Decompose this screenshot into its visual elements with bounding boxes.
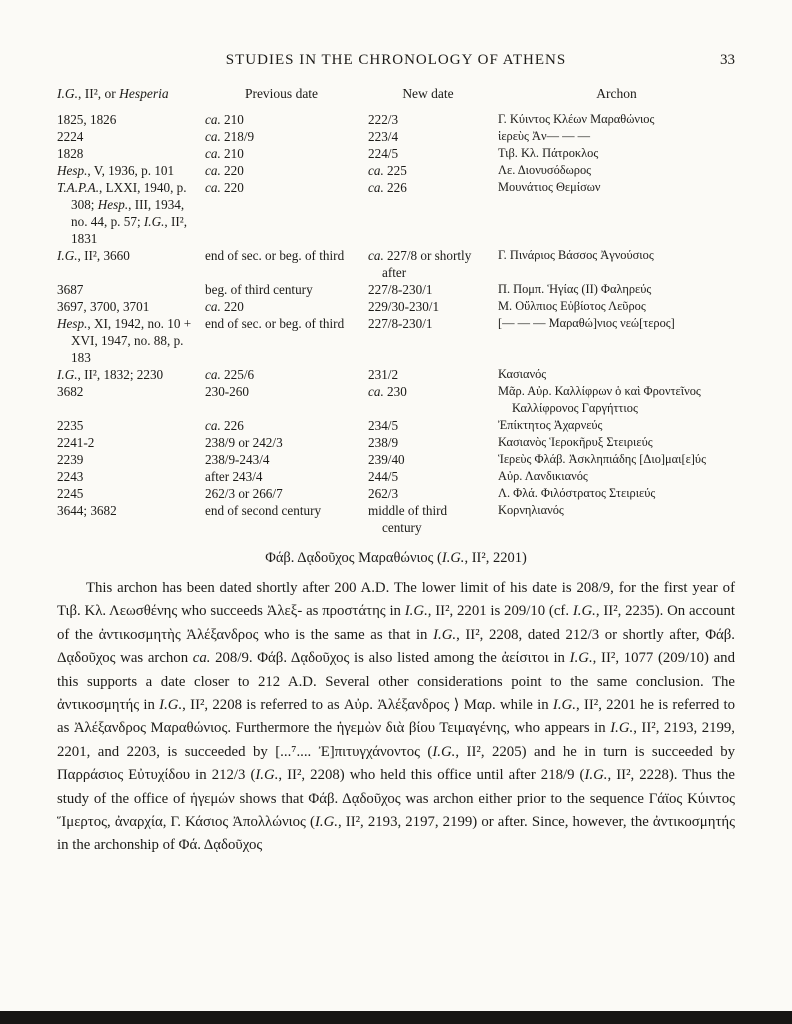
cell-archon: [— — — Μαραθώ]νιος νεώ[τερος]: [498, 316, 675, 330]
cell-archon: Μ. Οὔλπιος Εὐβίοτος Λεῦρος: [498, 299, 646, 313]
cell-archon: Κορνηλιανός: [498, 503, 564, 517]
cell-archon: Γ. Κύιντος Κλέων Μαραθώνιος: [498, 112, 655, 126]
cell-new-date: ca. 226: [368, 180, 407, 195]
table-row: [57, 417, 735, 434]
column-header-new-date: New date: [402, 86, 454, 101]
cell-previous-date: 262/3 or 266/7: [205, 486, 283, 501]
table-row: [57, 247, 735, 281]
cell-new-date: 227/8-230/1: [368, 316, 433, 331]
cell-previous-date: 230-260: [205, 384, 249, 399]
cell-previous-date: ca. 220: [205, 299, 244, 314]
cell-previous-date: ca. 210: [205, 112, 244, 127]
cell-archon: Κασιανός: [498, 367, 547, 381]
cell-previous-date: beg. of third century: [205, 282, 313, 297]
cell-new-date: 224/5: [368, 146, 399, 161]
cell-reference: 3697, 3700, 3701: [57, 299, 150, 314]
cell-reference: Hesp., V, 1936, p. 101: [57, 163, 175, 178]
body-paragraph: This archon has been dated shortly after 200 A.D. The lower limit of his date is 208/9, for the first year of Τιβ. Κλ. Λεωσθένης who succeeds Ἀλεξ- as προστάτης in I.G., II², 2201 is 209/10 (cf. I.G., II², 2235). On account of the ἀντικοσμητὴς Ἀλέξανδρος who is the same as that in I.G., II², 2208, dated 212/3 or shortly after, Φάβ. Δᾳδοῦχος was archon ca. 208/9. Φάβ. Δᾳδοῦχος is also listed among the ἀείσιτοι in I.G., II², 1077 (209/10) and this supports a date closer to 212 A.D. Several other considerations point to the same conclusion. The ἀντικοσμητής in I.G., II², 2208 is referred to as Αὐρ. Ἀλέξανδρος ⟩ Μαρ. while in I.G., II², 2201 he is referred to as Ἀλέξανδρος Μαραθώνιος. Furthermore the ἡγεμὼν διὰ βίου Τειμαγένης, who appears in I.G., II², 2193, 2199, 2201, and 2203, is succeeded by [...⁷.... Ἐ]πιτυγχάνοντος (I.G., II², 2205) and he in turn is succeeded by Παρράσιος Εὐτυχίδου in 212/3 (I.G., II², 2208) who held this office until after 218/9 (I.G., II², 2228). Thus the study of the office of ἡγεμών shows that Φάβ. Δᾳδοῦχος was archon either prior to the sequence Γάϊος Κύιντος Ἵμερτος, ἀναρχία, Γ. Κάσιος Ἀπολλώνιος (I.G., II², 2193, 2197, 2199) or after. Since, however, the ἀντικοσμητής in the archonship of Φά. Δᾳδοῦχος: [57, 580, 736, 854]
cell-previous-date: ca. 210: [205, 146, 244, 161]
table-row: [57, 315, 735, 366]
cell-new-date: 223/4: [368, 129, 399, 144]
cell-previous-date: end of sec. or beg. of third: [205, 248, 345, 263]
table-row: [57, 145, 735, 162]
cell-reference: Hesp., XI, 1942, no. 10 + XVI, 1947, no. 88, p. 183: [57, 316, 192, 365]
table-header-row: [57, 85, 735, 102]
cell-new-date: ca. 225: [368, 163, 407, 178]
table-row: [57, 451, 735, 468]
cell-new-date: middle of third century: [368, 503, 448, 535]
cell-archon: Τιβ. Κλ. Πάτροκλος: [498, 146, 599, 160]
table-row: [57, 366, 735, 383]
cell-archon: Π. Πομπ. Ἡγίας (II) Φαληρεύς: [498, 282, 652, 296]
cell-reference: 2243: [57, 469, 84, 484]
cell-reference: 3687: [57, 282, 84, 297]
cell-previous-date: ca. 220: [205, 163, 244, 178]
cell-archon: Γ. Πινάριος Βάσσος Ἀγνούσιος: [498, 248, 654, 262]
table-row: [57, 434, 735, 451]
cell-new-date: 244/5: [368, 469, 399, 484]
page-number: 33: [720, 52, 735, 68]
cell-previous-date: ca. 218/9: [205, 129, 255, 144]
table-row: [57, 468, 735, 485]
table-row: [57, 485, 735, 502]
cell-reference: 2245: [57, 486, 84, 501]
archon-table: [57, 85, 735, 536]
cell-new-date: 227/8-230/1: [368, 282, 433, 297]
column-header-previous-date: Previous date: [244, 86, 319, 101]
cell-new-date: ca. 227/8 or shortly after: [368, 248, 472, 280]
cell-reference: I.G., II², 3660: [57, 248, 130, 263]
cell-archon: Αὐρ. Λανδικιανός: [498, 469, 588, 483]
running-head: [57, 52, 735, 69]
cell-new-date: 231/2: [368, 367, 399, 382]
cell-new-date: 238/9: [368, 435, 399, 450]
cell-archon: Κασιανὸς Ἱεροκῆρυξ Στειριεύς: [498, 435, 653, 449]
table-row: [57, 383, 735, 417]
cell-archon: ἱερεὺς Ἀν— — —: [498, 129, 590, 143]
cell-previous-date: ca. 226: [205, 418, 244, 433]
cell-reference: 2241-2: [57, 435, 95, 450]
cell-reference: 2224: [57, 129, 84, 144]
table-row: [57, 128, 735, 145]
column-header-archon: Archon: [596, 86, 637, 101]
running-title: STUDIES IN THE CHRONOLOGY OF ATHENS: [225, 52, 567, 68]
cell-reference: I.G., II², 1832; 2230: [57, 367, 164, 382]
cell-archon: Ἐπίκτητος Ἀχαρνεύς: [498, 418, 603, 432]
cell-new-date: ca. 230: [368, 384, 407, 399]
scan-edge: [0, 1011, 792, 1024]
cell-previous-date: after 243/4: [205, 469, 263, 484]
cell-previous-date: ca. 225/6: [205, 367, 255, 382]
cell-reference: 1825, 1826: [57, 112, 117, 127]
cell-reference: 2239: [57, 452, 84, 467]
cell-reference: 3682: [57, 384, 84, 399]
cell-previous-date: 238/9-243/4: [205, 452, 270, 467]
section-heading: Φάβ. Δᾳδοῦχος Μαραθώνιος (I.G., II², 2201): [265, 550, 527, 566]
table-row: [57, 179, 735, 247]
cell-new-date: 229/30-230/1: [368, 299, 440, 314]
table-row: [57, 281, 735, 298]
cell-new-date: 222/3: [368, 112, 399, 127]
column-header-reference: I.G., II², or Hesperia: [57, 86, 169, 101]
cell-archon: Μουνάτιος Θεμίσων: [498, 180, 601, 194]
cell-new-date: 239/40: [368, 452, 405, 467]
cell-reference: 1828: [57, 146, 84, 161]
cell-previous-date: 238/9 or 242/3: [205, 435, 283, 450]
table-row: [57, 502, 735, 536]
cell-previous-date: end of second century: [205, 503, 322, 518]
cell-archon: Λε. Διονυσόδωρος: [498, 163, 592, 177]
cell-new-date: 234/5: [368, 418, 399, 433]
cell-previous-date: ca. 220: [205, 180, 244, 195]
table-row: [57, 298, 735, 315]
cell-reference: T.A.P.A., LXXI, 1940, p. 308; Hesp., III, 1934, no. 44, p. 57; I.G., II², 1831: [57, 180, 188, 246]
cell-archon: Μᾶρ. Αὐρ. Καλλίφρων ὁ καὶ Φροντεῖνος Καλλίφρονος Γαργήττιος: [498, 384, 701, 415]
cell-archon: Λ. Φλά. Φιλόστρατος Στειριεύς: [498, 486, 656, 500]
cell-reference: 2235: [57, 418, 84, 433]
cell-new-date: 262/3: [368, 486, 399, 501]
cell-previous-date: end of sec. or beg. of third: [205, 316, 345, 331]
cell-archon: Ἱερεὺς Φλάβ. Ἀσκληπιάδης [Διο]μαι[ε]ύς: [498, 452, 706, 466]
cell-reference: 3644; 3682: [57, 503, 117, 518]
table-row: [57, 111, 735, 128]
table-row: [57, 162, 735, 179]
